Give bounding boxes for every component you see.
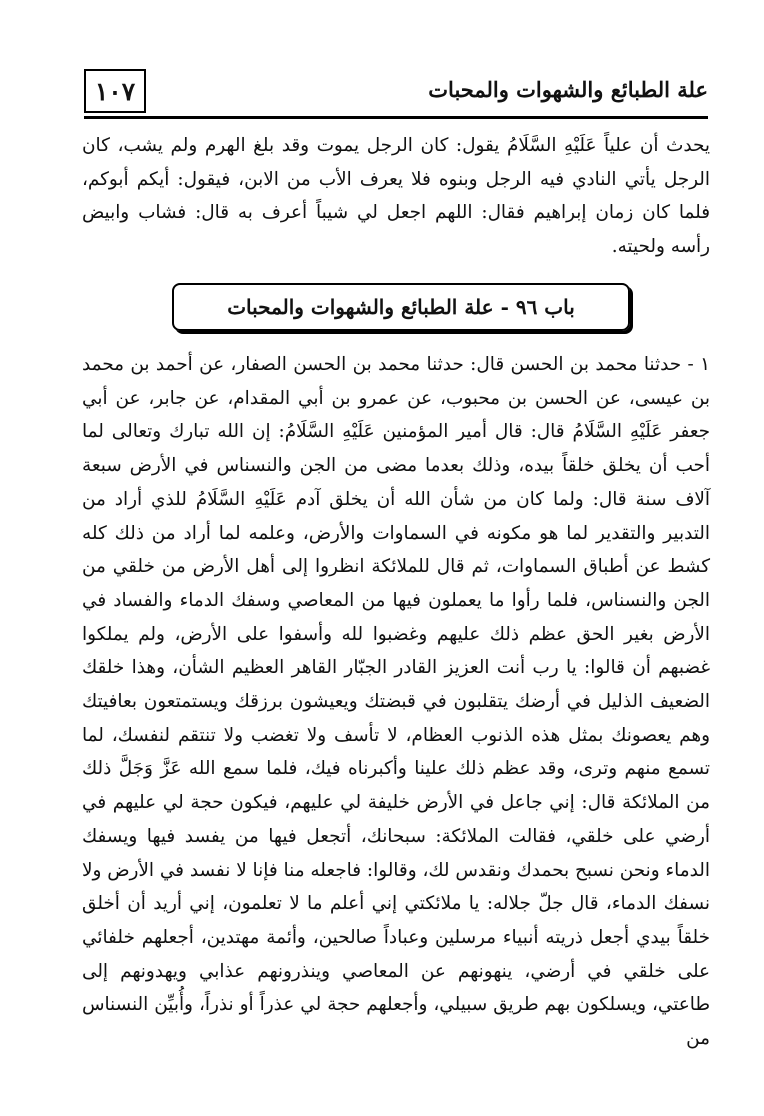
header-divider [84,116,708,119]
intro-paragraph [82,129,710,264]
hadith-text: ١ - حدثنا محمد بن الحسن قال: حدثنا محمد بن الحسن الصفار، عن أحمد بن محمد بن عيسى، عن الحسن بن محبوب، عن عمرو بن أبي المقدام، عن جابر، عن أبي جعفر عَلَيْهِ السَّلَامُ قال: قال أمير المؤمنين عَلَيْهِ السَّلَامُ: إن الله تبارك وتعالى لما أحب أن يخلق خلقاً بيده، وذلك بعدما مضى من الجن والنسناس في الأرض سبعة آلاف سنة قال: ولما كان من شأن الله أن يخلق آدم عَلَيْهِ السَّلَامُ للذي أراد من التدبير والتقدير لما هو مكونه في السماوات والأرض، وعلمه لما أراد من ذلك كله كشط عن أطباق السماوات، ثم قال للملائكة انظروا إلى أهل الأرض من خلقي من الجن والنسناس، فلما رأوا ما يعملون فيها من المعاصي وسفك الدماء والفساد في الأرض بغير الحق عظم ذلك عليهم وغضبوا لله وأسفوا على الأرض، ولم يملكوا غضبهم أن قالوا: يا رب أنت العزيز القادر الجبّار القاهر العظيم الشأن، وهذا خلقك الضعيف الذليل في أرضك يتقلبون في قبضتك ويعيشون برزقك ويستمتعون بعافيتك وهم يعصونك بمثل هذه الذنوب العظام، لا تأسف ولا تغضب ولا تنتقم لنفسك، لما تسمع منهم وترى، وقد عظم ذلك علينا وأكبرناه فيك، فلما سمع الله عَزَّ وَجَلَّ ذلك من الملائكة قال: إني جاعل في الأرض خليفة لي عليهم، فيكون حجة لي عليهم في أرضي على خلقي، فقالت الملائكة: سبحانك، أتجعل فيها من يفسد فيها ويسفك الدماء ونحن نسبح بحمدك ونقدس لك، وقالوا: فاجعله منا فإنا لا نفسد في الأرض ولا نسفك الدماء، قال جلّ جلاله: يا ملائكتي إني أعلم ما لا تعلمون، إني أريد أن أخلق خلقاً بيدي أجعل ذريته أنبياء مرسلين وعباداً صالحين، وأئمة مهتدين، أجعلهم خلفائي على خلقي في أرضي، ينهونهم عن المعاصي وينذرونهم عذابي ويهدونهم إلى طاعتي، ويسلكون بهم طريق سبيلي، وأجعلهم حجة لي عذراً أو نذراً، وأُبيِّن النسناس من [82,354,710,1050]
chapter-title: باب ٩٦ - علة الطبائع والشهوات والمحبات [227,295,575,319]
chapter-heading [172,283,630,331]
body-paragraph [82,348,710,1056]
running-title: علة الطبائع والشهوات والمحبات [428,77,708,102]
page-header [84,69,708,115]
intro-text: يحدث أن علياً عَلَيْهِ السَّلَامُ يقول: كان الرجل يموت وقد بلغ الهرم ولم يشب، كان الرجل يأتي النادي فيه الرجل وبنوه فلا يعرف الأب من الابن، فيقول: أيكم أبوكم، فلما كان زمان إبراهيم فقال: اللهم اجعل لي شيباً أعرف به قال: فشاب وابيض رأسه ولحيته. [82,135,710,258]
page-number: ١٠٧ [84,69,146,113]
